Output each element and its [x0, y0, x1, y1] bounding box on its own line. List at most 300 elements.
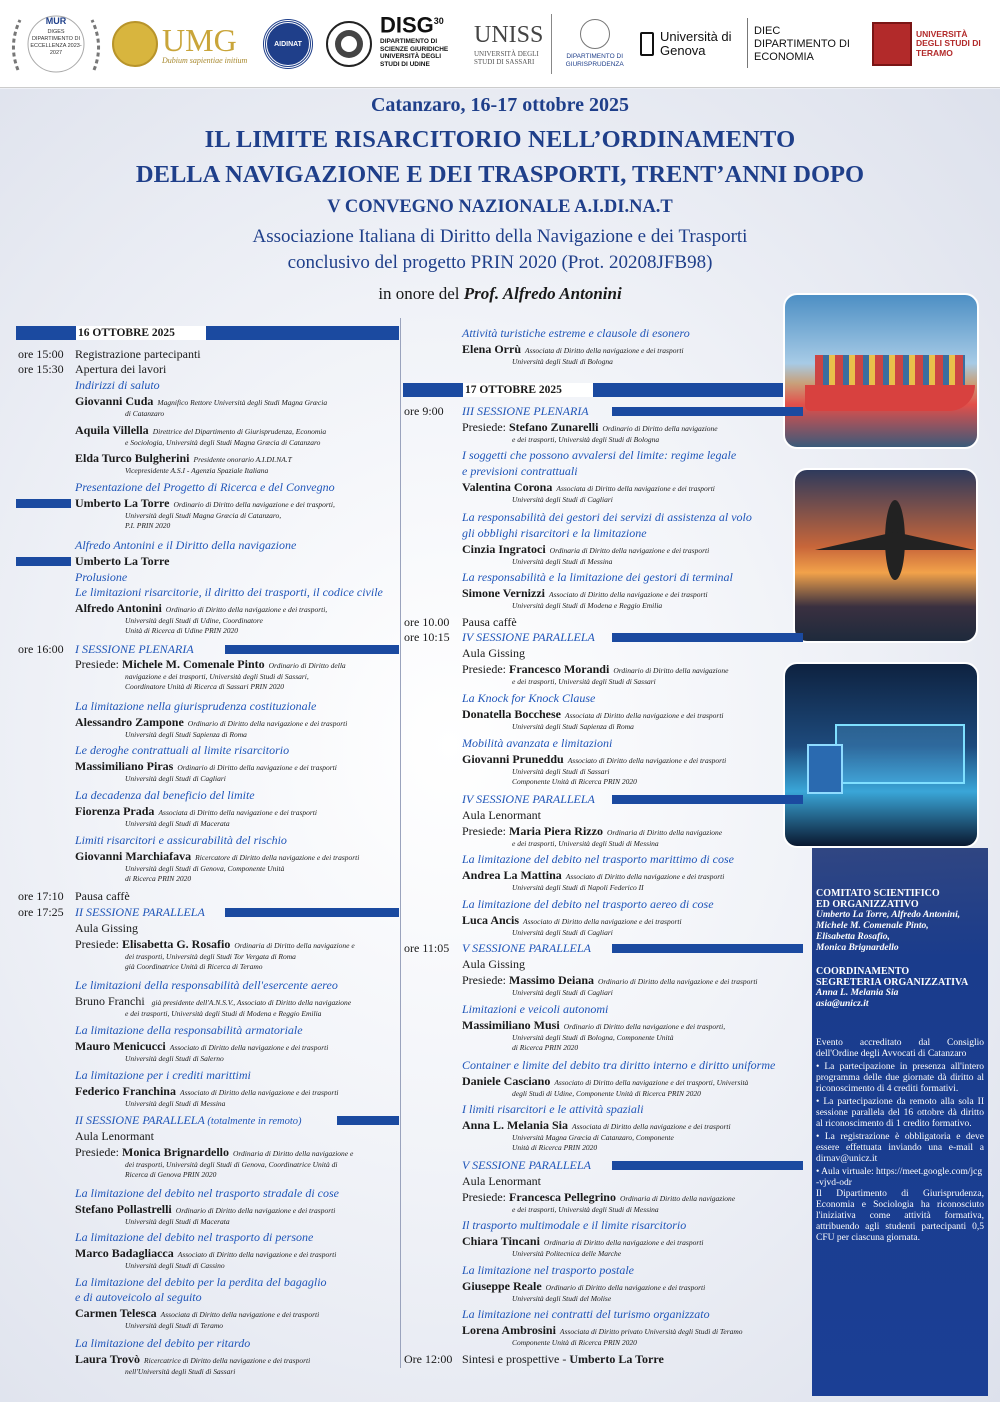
- program-entry: [462, 824, 722, 838]
- teramo-crest-icon: [872, 22, 912, 66]
- speaker-affiliation-line: Università degli Studi di Modena e Reggio Emilia: [512, 601, 663, 610]
- entry-text: Sintesi e prospettive -: [462, 1352, 570, 1366]
- talk-title: [75, 1023, 303, 1037]
- program-entry: [75, 1039, 328, 1053]
- speaker-affiliation: Associato di Diritto della navigazione e dei trasporti: [565, 872, 725, 881]
- umg-text: UMG: [162, 21, 237, 58]
- entry-text: II SESSIONE PARALLELA: [75, 1113, 205, 1127]
- speaker-affiliation: Ordinario di Diritto della navigazione e dei trasporti: [187, 719, 348, 728]
- committee-name-2: Michele M. Comenale Pinto,: [816, 921, 929, 931]
- time-label: Ore 12:00: [404, 1352, 453, 1366]
- talk-title: [462, 1218, 686, 1232]
- speaker-name: Elena Orrù: [462, 342, 521, 356]
- speaker-affiliation: Ordinaria di Diritto della navigazione: [619, 1194, 736, 1203]
- mur-text: MUR: [45, 16, 67, 26]
- speaker-name: Daniele Casciano: [462, 1074, 551, 1088]
- speaker-affiliation: Associato di Diritto della navigazione e dei trasporti: [567, 756, 727, 765]
- speaker-affiliation: Associata di Diritto della navigazione e dei trasporti: [556, 484, 715, 493]
- program-entry: [75, 937, 355, 951]
- entry-text: Container e limite del debito tra diritto interno e diritto uniforme: [462, 1058, 776, 1072]
- program-entry: [462, 957, 525, 971]
- program-entry: [462, 1018, 725, 1032]
- entry-text: I limiti risarcitori e le attività spaziali: [462, 1102, 644, 1116]
- aidinat-text: AIDINAT: [264, 20, 312, 68]
- speaker-affiliation: Ordinaria di Diritto della navigazione e dei trasporti: [543, 1238, 704, 1247]
- speaker-affiliation: Ordinario di Diritto della navigazione: [602, 424, 718, 433]
- talk-title: [75, 1230, 313, 1244]
- speaker-name: Marco Badagliacca: [75, 1246, 174, 1260]
- entry-text: Pausa caffè: [462, 615, 517, 629]
- entry-text: V SESSIONE PARALLELA: [462, 1158, 591, 1172]
- committee-names: [816, 910, 984, 954]
- program-entry: [462, 1074, 748, 1088]
- speaker-affiliation: Associata di Diritto della navigazione e dei trasporti: [160, 1310, 320, 1319]
- speaker-affiliation-line: Componente Unità di Ricerca PRIN 2020: [512, 777, 637, 786]
- time-label: ore 17:10: [18, 889, 64, 903]
- mur-logo: [6, 10, 106, 78]
- speaker-name: Aquila Villella: [75, 423, 149, 437]
- speaker-affiliation: Associata di Diritto privato Università degli Studi di Teramo: [559, 1327, 743, 1336]
- entry-text: La limitazione nel trasporto postale: [462, 1263, 635, 1277]
- program-entry: [75, 1129, 154, 1143]
- entry-text: I soggetti che possono avvalersi del limite: regime legale: [462, 448, 737, 462]
- program-entry: [75, 1145, 353, 1159]
- time-label: ore 9:00: [404, 404, 444, 418]
- talk-title: [462, 1058, 775, 1072]
- virtual-room-link[interactable]: • Aula virtuale: https://meet.google.com/jcg-vjvd-odr: [816, 1167, 983, 1188]
- speaker-name: Stefano Pollastrelli: [75, 1202, 172, 1216]
- entry-text: Limitazioni e veicoli autonomi: [462, 1002, 609, 1016]
- entry-text: La limitazione della responsabilità armatoriale: [75, 1023, 303, 1037]
- session-title: [462, 941, 591, 955]
- program-entry: [75, 715, 347, 729]
- program-entry: [75, 921, 138, 935]
- entry-text: Aula Gissing: [462, 646, 525, 660]
- time-label: ore 16:00: [18, 642, 64, 656]
- speaker-affiliation: Presidente onorario A.I.DI.NA.T: [193, 455, 292, 464]
- session-bar: [612, 1161, 803, 1170]
- program-entry: [75, 423, 326, 437]
- speaker-name: Fiorenza Prada: [75, 804, 155, 818]
- speaker-affiliation-line: Università degli Studi Sapienza di Roma: [512, 722, 634, 731]
- talk-title: [462, 526, 647, 540]
- info-sidebar: [812, 848, 988, 1396]
- entry-text: La limitazione del debito nel trasporto marittimo di cose: [462, 852, 734, 866]
- speaker-affiliation-line: e dei trasporti, Università degli Studi di Modena e Reggio Emilia: [125, 1009, 322, 1018]
- speaker-affiliation-line: di Ricerca PRIN 2020: [125, 874, 192, 883]
- speaker-affiliation-line: Università degli Studi Magna Græcia di Catanzaro,: [125, 511, 282, 520]
- speaker-affiliation: Associato di Diritto della navigazione e dei trasporti: [523, 917, 682, 926]
- speaker-affiliation: Magnifico Rettore Università degli Studi Magna Græcia: [157, 398, 328, 407]
- umg-motto: Dubium sapientiae initium: [162, 55, 248, 65]
- speaker-name: Umberto La Torre: [75, 496, 170, 510]
- talk-title: [462, 1263, 634, 1277]
- entry-text: Le deroghe contrattuali al limite risarcitorio: [75, 743, 290, 757]
- speaker-affiliation-line: Università degli Studi di Cagliari: [125, 774, 226, 783]
- disg-subtext: DIPARTIMENTO DI SCIENZE GIURIDICHE UNIVERSITÀ DEGLI STUDI DI UDINE: [380, 38, 449, 68]
- event-title-line1: IL LIMITE RISARCITORIO NELL’ORDINAMENTO: [204, 126, 796, 153]
- entry-text: Alfredo Antonini e il Diritto della navigazione: [75, 538, 297, 552]
- speaker-name: Giovanni Cuda: [75, 394, 154, 408]
- entry-text: Presiede:: [462, 1190, 509, 1204]
- speaker-affiliation: Associata di Diritto della navigazione e dei trasporti: [564, 711, 724, 720]
- session-title: [462, 792, 595, 806]
- committee-name-1: Umberto La Torre, Alfredo Antonini,: [816, 910, 961, 920]
- program-entry: [462, 707, 724, 721]
- genova-icon: [640, 32, 654, 56]
- entry-text: Presentazione del Progetto di Ricerca e del Convegno: [75, 480, 335, 494]
- speaker-name: Cinzia Ingratoci: [462, 542, 546, 556]
- session-note: (totalmente in remoto): [204, 1116, 302, 1127]
- speaker-name: Luca Ancis: [462, 913, 520, 927]
- talk-title: [462, 464, 578, 478]
- talk-title: [75, 978, 338, 992]
- entry-text: Presiede:: [75, 1145, 122, 1159]
- teramo-logo: [872, 10, 996, 78]
- talk-title: [462, 1307, 710, 1321]
- entry-text: La Knock for Knock Clause: [462, 691, 596, 705]
- program-entry: [75, 759, 337, 773]
- event-subtitle-association: Associazione Italiana di Diritto della Navigazione e dei Trasporti: [252, 226, 748, 247]
- entry-text: La limitazione nei contratti del turismo organizzato: [462, 1307, 710, 1321]
- speaker-name: Donatella Bocchese: [462, 707, 561, 721]
- entry-text: La limitazione del debito per ritardo: [75, 1336, 251, 1350]
- disg-30: 30: [433, 16, 444, 26]
- entry-text: Registrazione partecipanti: [75, 347, 201, 361]
- speaker-affiliation: Ordinario di Diritto della navigazione e dei trasporti,: [173, 500, 335, 509]
- disg-logo: [380, 10, 470, 78]
- time-label: ore 15:00: [18, 347, 64, 361]
- entry-text: I SESSIONE PLENARIA: [75, 642, 194, 656]
- speaker-affiliation: Associata di Diritto della navigazione e dei trasporti: [572, 1122, 731, 1131]
- committee-name-4: Monica Brignardello: [816, 943, 899, 953]
- entry-text: IV SESSIONE PARALLELA: [462, 792, 595, 806]
- day1-label: 16 OTTOBRE 2025: [78, 327, 175, 339]
- program-entry: [462, 1352, 664, 1366]
- entry-text: Il trasporto multimodale e il limite risarcitorio: [462, 1218, 687, 1232]
- speaker-affiliation-line: e dei trasporti, Università degli Studi di Sassari: [512, 677, 656, 686]
- speaker-affiliation-line: Università degli Studi di Cagliari: [512, 495, 613, 504]
- session-bar: [612, 633, 803, 642]
- entry-text: La limitazione nella giurisprudenza costituzionale: [75, 699, 317, 713]
- speaker-affiliation: Associata di Diritto della navigazione e dei trasporti: [525, 346, 684, 355]
- session-bar: [225, 908, 399, 917]
- program-entry: [462, 1279, 705, 1293]
- speaker-name: Alessandro Zampone: [75, 715, 184, 729]
- program-entry: [75, 554, 169, 568]
- session-title: [462, 630, 595, 644]
- speaker-affiliation-line: già Coordinatrice Unità di Ricerca di Teramo: [125, 962, 263, 971]
- speaker-affiliation-line: e dei trasporti, Università degli Studi di Messina: [512, 1205, 659, 1214]
- speaker-name: Francesca Pellegrino: [509, 1190, 616, 1204]
- program-entry: [75, 1084, 339, 1098]
- speaker-affiliation-line: Università degli Studi di Teramo: [125, 1321, 224, 1330]
- program-entry: [75, 362, 166, 376]
- program-entry: [75, 657, 346, 671]
- speaker-name: Anna L. Melania Sia: [462, 1118, 569, 1132]
- talk-title: [75, 1275, 327, 1289]
- speaker-affiliation: Associato di Diritto della navigazione e dei trasporti: [169, 1043, 329, 1052]
- speaker-affiliation-line: Ricerca di Genova PRIN 2020: [125, 1170, 217, 1179]
- speaker-affiliation-line: Università degli Studi Sapienza di Roma: [125, 730, 247, 739]
- entry-text: gli obblighi risarcitori e la limitazione: [462, 526, 647, 540]
- talk-title: [462, 897, 714, 911]
- talk-title: [462, 448, 736, 462]
- committee-heading-2: ED ORGANIZZATIVO: [816, 899, 919, 910]
- speaker-affiliation-line: Università degli Studi di Cagliari: [512, 988, 613, 997]
- entry-text: Indirizzi di saluto: [75, 378, 160, 392]
- speaker-name: Giovanni Pruneddu: [462, 752, 564, 766]
- program-entry: [462, 1174, 541, 1188]
- talk-title: [75, 538, 296, 552]
- program-entry: [462, 913, 682, 927]
- coordinator-name: Anna L. Melania Sia: [816, 988, 899, 998]
- talk-title: [75, 1068, 251, 1082]
- uniss-seal-icon: [580, 19, 610, 49]
- speaker-affiliation: già presidente dell'A.N.S.V., Associato di Diritto della navigazione: [151, 998, 352, 1007]
- entry-text: Presiede:: [462, 973, 509, 987]
- speaker-name: Massimo Deiana: [509, 973, 594, 987]
- honor-name: Prof. Alfredo Antonini: [463, 284, 622, 303]
- speaker-affiliation-line: Unità di Ricerca PRIN 2020: [512, 1143, 598, 1152]
- entry-text: IV SESSIONE PARALLELA: [462, 630, 595, 644]
- speaker-name: Federico Franchina: [75, 1084, 176, 1098]
- speaker-affiliation: Ordinario di Diritto della: [268, 661, 346, 670]
- credits-remote: • La partecipazione da remoto alla sola II sessione parallela del 16 ottobre dà diritto al riconoscimento di 1 credito formativo.: [816, 1097, 984, 1129]
- entry-text: La limitazione del debito nel trasporto aereo di cose: [462, 897, 714, 911]
- session-bar: [612, 795, 803, 804]
- disg-text: DISG: [380, 12, 434, 38]
- entry-text: Presiede:: [462, 662, 509, 676]
- speaker-affiliation: Ricercatore di Diritto della navigazione e dei trasporti: [195, 853, 360, 862]
- teramo-text: UNIVERSITÀ DEGLI STUDI DI TERAMO: [916, 28, 981, 58]
- entry-text: Prolusione: [75, 570, 128, 584]
- speaker-name: Maria Piera Rizzo: [509, 824, 603, 838]
- entry-text: Aula Gissing: [75, 921, 138, 935]
- umg-logo: [112, 10, 252, 78]
- program-entry: [462, 542, 709, 556]
- cargo-ship-photo: [783, 293, 979, 449]
- speaker-affiliation: Associato di Diritto della navigazione e dei trasporti, Università: [554, 1078, 749, 1087]
- program-entry: [462, 646, 525, 660]
- session-title: [75, 905, 205, 919]
- speaker-affiliation: Ordinaria di Diritto della navigazione e dei trasporti: [549, 546, 710, 555]
- entry-text: La limitazione del debito nel trasporto stradale di cose: [75, 1186, 339, 1200]
- uniss-logo: [474, 10, 629, 78]
- program-entry: [75, 849, 359, 863]
- coordination-heading: COORDINAMENTO: [816, 966, 910, 977]
- uniss-dept: DIPARTIMENTO DI GIURISPRUDENZA: [565, 53, 624, 68]
- talk-title: [75, 788, 255, 802]
- column-divider: [400, 318, 401, 1368]
- speaker-name: Giovanni Marchiafava: [75, 849, 192, 863]
- entry-text: Aula Lenormant: [75, 1129, 154, 1143]
- accreditation-note: Evento accreditato dal Consiglio dell'Ordine degli Avvocati di Catanzaro: [816, 1038, 984, 1059]
- speaker-name: Alfredo Antonini: [75, 601, 162, 615]
- entry-text: III SESSIONE PLENARIA: [462, 404, 589, 418]
- program-entry: [75, 1352, 310, 1366]
- uniss-subtext: UNIVERSITÀ DEGLI STUDI DI SASSARI: [474, 49, 539, 66]
- speaker-affiliation: Associato di Diritto della navigazione e dei trasporti: [179, 1088, 339, 1097]
- umg-seal-icon: [112, 21, 158, 67]
- entry-text: Le limitazioni della responsabilità dell'esercente aereo: [75, 978, 338, 992]
- speaker-affiliation-line: Università degli Studi di Cassino: [125, 1261, 225, 1270]
- speaker-affiliation: Ordinario di Diritto della navigazione e dei trasporti,: [563, 1022, 726, 1031]
- program-entry: [462, 615, 517, 629]
- time-label: ore 15:30: [18, 362, 64, 376]
- speaker-affiliation-line: Unità di Ricerca di Udine PRIN 2020: [125, 626, 239, 635]
- speaker-name: Giuseppe Reale: [462, 1279, 542, 1293]
- speaker-affiliation: Ordinario di Diritto della navigazione: [613, 666, 729, 675]
- session-title: [462, 404, 589, 418]
- entry-text: Apertura dei lavori: [75, 362, 167, 376]
- session-bar: [612, 407, 803, 416]
- speaker-name: Laura Trovò: [75, 1352, 141, 1366]
- entry-text: Presiede:: [75, 937, 122, 951]
- talk-title: [75, 1336, 250, 1350]
- logo-header: [0, 0, 1000, 88]
- session-bar: [337, 1116, 399, 1125]
- speaker-affiliation-line: Università degli Studi di Sassari: [512, 767, 610, 776]
- time-label: ore 10.00: [404, 615, 450, 629]
- entry-text: e previsioni contrattuali: [462, 464, 578, 478]
- speaker-affiliation-line: di Catanzaro: [125, 409, 165, 418]
- talk-title: [462, 1102, 644, 1116]
- speaker-affiliation-line: Università degli Studi di Macerata: [125, 1217, 230, 1226]
- registration-note: • La registrazione è obbligatoria e deve essere effettuata inviando una e-mail a dirnav@unicz.it: [816, 1132, 984, 1164]
- talk-title: [75, 833, 287, 847]
- program-entry: [75, 994, 351, 1008]
- speaker-affiliation-line: Università degli Studi di Messina: [512, 557, 613, 566]
- entry-text: Pausa caffè: [75, 889, 130, 903]
- entry-text: Le limitazioni risarcitorie, il diritto dei trasporti, il codice civile: [75, 585, 383, 599]
- speaker-name: Umberto La Torre: [569, 1352, 664, 1366]
- speaker-affiliation: Ricercatrice di Diritto della navigazione e dei trasporti: [144, 1356, 311, 1365]
- speaker-affiliation-line: Coordinatore Unità di Ricerca di Sassari PRIN 2020: [125, 682, 284, 691]
- uniss-text: UNISS: [474, 21, 544, 48]
- speaker-name: Michele M. Comenale Pinto: [122, 657, 265, 671]
- entry-text: Presiede:: [462, 824, 509, 838]
- event-subtitle-prin: conclusivo del progetto PRIN 2020 (Prot. 20208JFB98): [287, 252, 713, 273]
- program-entry: [75, 1306, 319, 1320]
- event-title-line3: V CONVEGNO NAZIONALE A.I.DI.NA.T: [327, 197, 673, 217]
- speaker-name: Andrea La Mattina: [462, 868, 562, 882]
- program-entry: [462, 1323, 743, 1337]
- speaker-affiliation-line: e Sociologia, Università degli Studi Magna Græcia di Catanzaro: [125, 438, 321, 447]
- program-entry: [75, 601, 327, 615]
- program-entry: [75, 347, 201, 361]
- program-entry: [462, 1190, 735, 1204]
- speaker-affiliation-line: e dei trasporti, Università degli Studi di Messina: [512, 839, 659, 848]
- program-entry: [462, 973, 758, 987]
- speaker-affiliation-line: dei trasporti, Università degli Studi Tor Vergata di Roma: [125, 952, 296, 961]
- coordinator-email[interactable]: asia@unicz.it: [816, 999, 869, 1009]
- speaker-name: Carmen Telesca: [75, 1306, 157, 1320]
- speaker-name: Simone Vernizzi: [462, 586, 545, 600]
- talk-title: [75, 378, 160, 392]
- speaker-affiliation: Direttrice del Dipartimento di Giurisprudenza, Economia: [152, 427, 327, 436]
- honor-prefix: in onore del: [378, 284, 464, 303]
- talk-title: [462, 570, 733, 584]
- program-entry: [75, 1202, 335, 1216]
- program-entry: [462, 480, 715, 494]
- program-entry: [75, 394, 327, 408]
- session-title: [75, 642, 194, 656]
- speaker-name: Massimiliano Musi: [462, 1018, 560, 1032]
- speaker-name: Monica Brignardello: [122, 1145, 229, 1159]
- speaker-name: Mauro Menicucci: [75, 1039, 166, 1053]
- program-entry: [75, 804, 317, 818]
- speaker-affiliation: Ordinaria di Diritto della navigazione e: [234, 941, 355, 950]
- program-entry: [462, 1118, 731, 1132]
- speaker-affiliation-line: Università degli Studi del Molise: [512, 1294, 612, 1303]
- genova-text: Università di Genova: [660, 29, 732, 58]
- speaker-affiliation: Ordinario di Diritto della navigazione e dei trasporti: [545, 1283, 706, 1292]
- aidinat-logo: [262, 10, 314, 78]
- speaker-affiliation: Ordinario di Diritto della navigazione e dei trasporti: [175, 1206, 336, 1215]
- talk-title: [462, 691, 595, 705]
- day1-header: [16, 326, 399, 340]
- entry-text: Bruno Franchi: [75, 994, 148, 1008]
- speaker-affiliation-line: Università degli Studi di Bologna, Componente Unità: [512, 1033, 674, 1042]
- entry-text: Limiti risarcitori e assicurabilità del rischio: [75, 833, 287, 847]
- speaker-name: Chiara Tincani: [462, 1234, 540, 1248]
- speaker-affiliation-line: e dei trasporti, Università degli Studi di Bologna: [512, 435, 660, 444]
- diec-text: DIEC DIPARTIMENTO DI ECONOMIA: [754, 24, 850, 63]
- speaker-affiliation-line: Università degli Studi di Cagliari: [512, 928, 613, 937]
- entry-text: Attività turistiche estreme e clausole di esonero: [462, 326, 690, 340]
- session-title: [462, 1158, 591, 1172]
- entry-text: V SESSIONE PARALLELA: [462, 941, 591, 955]
- speaker-affiliation-line: P.I. PRIN 2020: [125, 521, 171, 530]
- speaker-affiliation: Ordinaria di Diritto della navigazione: [606, 828, 723, 837]
- udine-seal-icon: [325, 20, 373, 68]
- entry-text: e di autoveicolo al seguito: [75, 1290, 202, 1304]
- speaker-affiliation: Associato di Diritto della navigazione e dei trasporti: [177, 1250, 337, 1259]
- speaker-affiliation-line: dei trasporti, Università degli Studi di Genova, Coordinatrice Unità di: [125, 1160, 338, 1169]
- speaker-bar: [16, 499, 71, 508]
- program-entry: [75, 889, 130, 903]
- speaker-affiliation-line: Componente Unità di Ricerca PRIN 2020: [512, 1338, 637, 1347]
- session-bar: [612, 944, 803, 953]
- event-place-date: Catanzaro, 16-17 ottobre 2025: [370, 94, 630, 116]
- speaker-affiliation-line: navigazione e dei trasporti, Università degli Studi di Sassari,: [125, 672, 309, 681]
- event-title-line2: DELLA NAVIGAZIONE E DEI TRASPORTI, TRENT’ANNI DOPO: [135, 161, 865, 188]
- entry-text: Aula Lenormant: [462, 1174, 541, 1188]
- speaker-affiliation: Associato di Diritto della navigazione e dei trasporti: [549, 590, 708, 599]
- speaker-affiliation-line: Università Politecnica delle Marche: [512, 1249, 622, 1258]
- mur-subtext: DIGES DIPARTIMENTO DI ECCELLENZA 2023-2027: [30, 29, 82, 56]
- speaker-affiliation-line: Università degli Studi di Bologna: [512, 357, 613, 366]
- talk-title: [75, 1186, 339, 1200]
- program-entry: [462, 1234, 703, 1248]
- committee-name-3: Elisabetta Rosafio,: [816, 932, 890, 942]
- credits-in-person: • La partecipazione in presenza all'intero programma delle due giornate dà diritto al riconoscimento di 4 crediti formativi.: [816, 1062, 984, 1094]
- entry-text: Mobilità avanzata e limitazioni: [462, 736, 613, 750]
- speaker-affiliation-line: Università Magna Græcia di Catanzaro, Componente: [512, 1133, 674, 1142]
- speaker-affiliation: Associata di Diritto della navigazione e dei trasporti: [158, 808, 317, 817]
- speaker-affiliation-line: Università degli Studi di Messina: [125, 1099, 226, 1108]
- program-entry: [75, 496, 335, 510]
- entry-text: La responsabilità e la limitazione dei gestori di terminal: [462, 570, 733, 584]
- program-entry: [75, 451, 292, 465]
- airplane-icon: [795, 470, 978, 643]
- entry-text: Aula Lenormant: [462, 808, 541, 822]
- session-bar: [225, 645, 399, 654]
- speaker-name: Stefano Zunarelli: [509, 420, 599, 434]
- talk-title: [462, 736, 612, 750]
- program-entry: [462, 586, 708, 600]
